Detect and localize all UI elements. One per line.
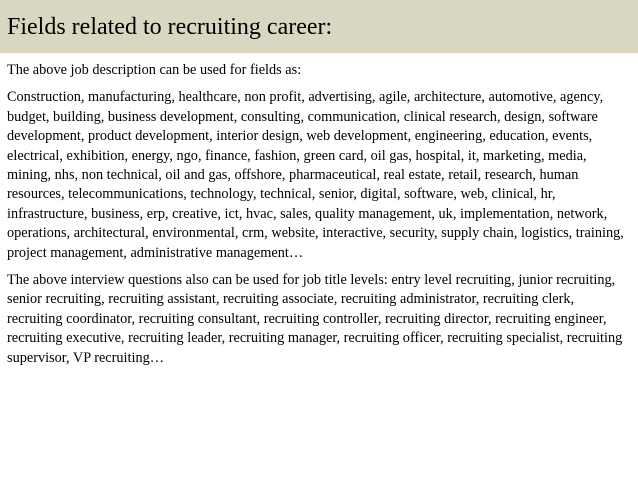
slide-title: Fields related to recruiting career: (7, 14, 333, 40)
title-bar (0, 0, 638, 53)
intro-paragraph: The above job description can be used for fields as: (7, 62, 302, 78)
job-title-levels-paragraph: The above interview questions also can be used for job title levels: entry level recruiting, junior recruiting, senior recruiting, recruiting assistant, recruiting associate, recruiting administrator, recruiting clerk, recruiting coordinator, recruiting consultant, recruiting controller, recruiting director, recruiting engineer, recruiting executive, recruiting leader, recruiting manager, recruiting officer, recruiting specialist, recruiting supervisor, VP recruiting… (7, 272, 623, 366)
fields-list-paragraph: Construction, manufacturing, healthcare, non profit, advertising, agile, architecture, automotive, agency, budget, building, business development, consulting, communication, clinical research, design, software development, product development, interior design, web development, engineering, education, events, electrical, exhibition, energy, ngo, finance, fashion, green card, oil gas, hospital, it, marketing, media, mining, nhs, non technical, oil and gas, offshore, pharmaceutical, real estate, retail, research, human resources, telecommunications, technology, technical, senior, digital, software, web, clinical, hr, infrastructure, business, erp, creative, ict, hvac, sales, quality management, uk, implementation, network, operations, architectural, environmental, crm, website, interactive, security, supply chain, logistics, training, project management, administrative management… (7, 89, 624, 261)
slide-body (7, 61, 632, 376)
